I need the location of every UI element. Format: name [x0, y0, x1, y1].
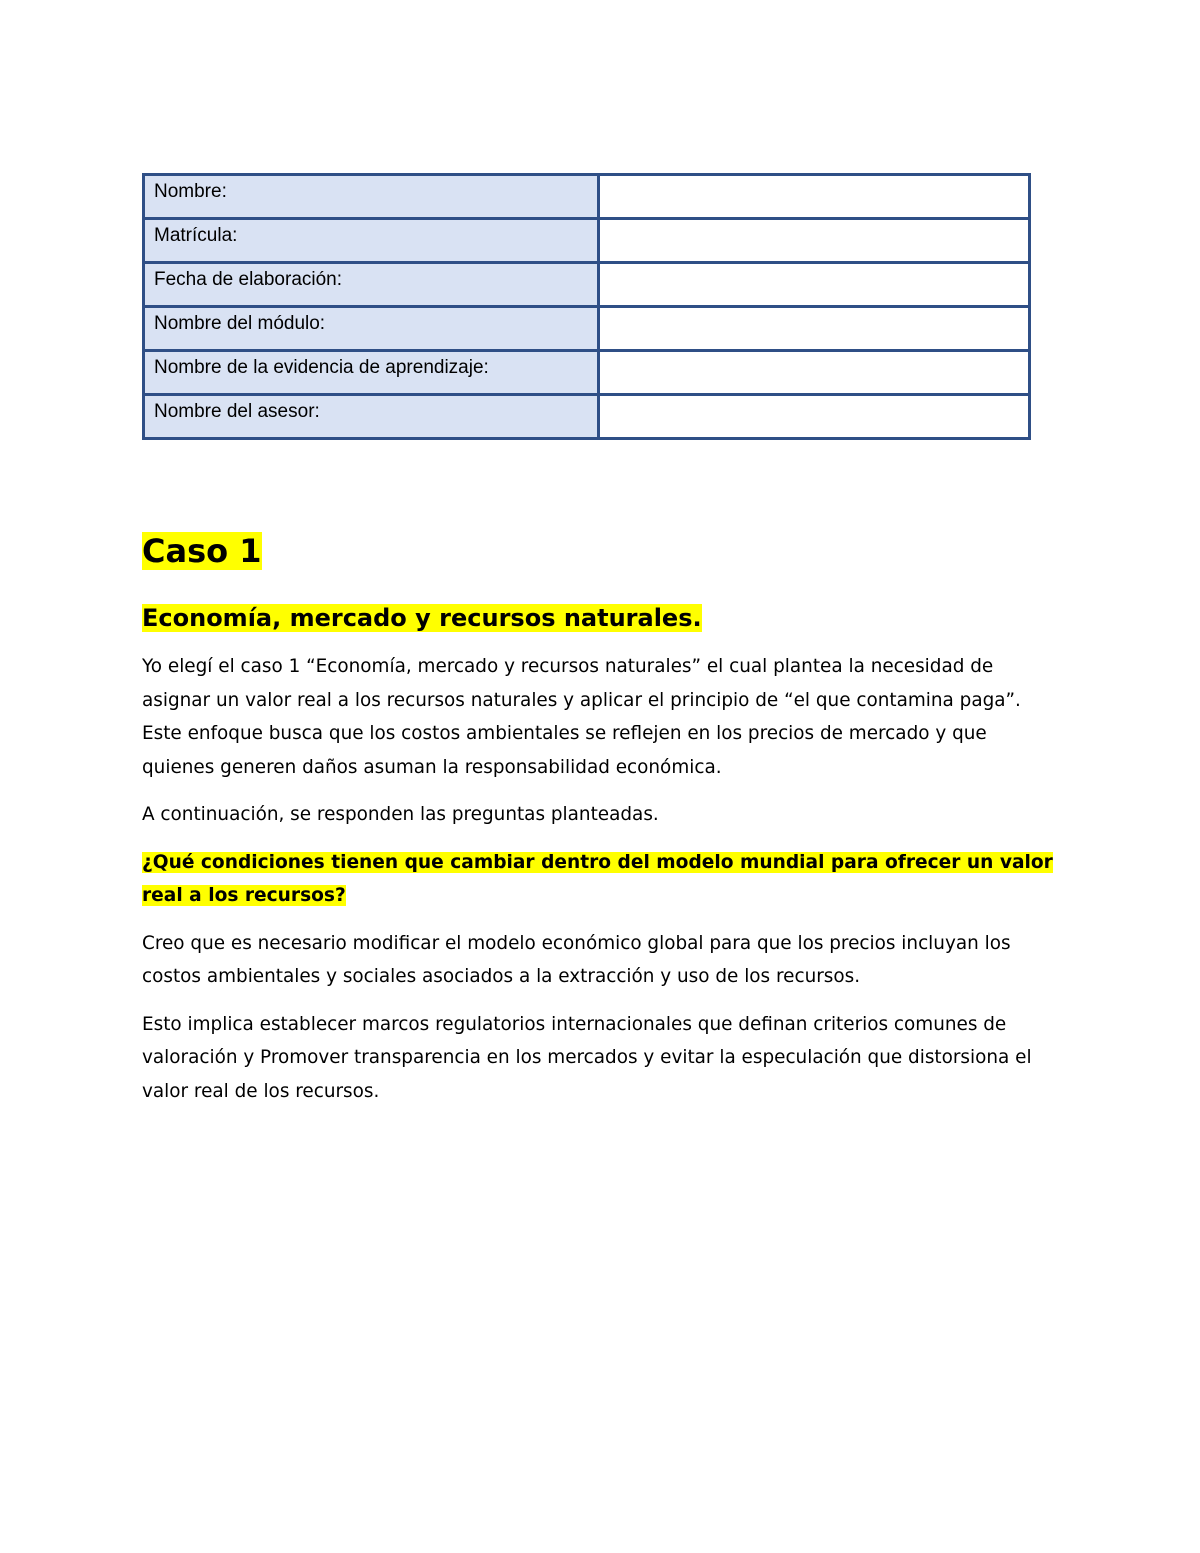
table-row — [144, 219, 1030, 263]
date-value-cell[interactable] — [599, 263, 1030, 307]
table-row — [144, 351, 1030, 395]
document-body — [142, 526, 1062, 1122]
table-row — [144, 307, 1030, 351]
intro-paragraph: Yo elegí el caso 1 “Economía, mercado y recursos naturales” el cual plantea la necesidad de asignar un valor real a los recursos naturales y aplicar el principio de “el que contamina paga”. Este enfoque busca que los costos ambientales se reflejen en los precios de mercado y que quienes generen daños asuman la responsabilidad económica. — [142, 656, 1021, 778]
name-value-cell[interactable] — [599, 175, 1030, 219]
evidence-label: Nombre de la evidencia de aprendizaje: — [144, 351, 599, 395]
case-title — [142, 526, 1062, 576]
table-row — [144, 263, 1030, 307]
enrollment-value-cell[interactable] — [599, 219, 1030, 263]
date-label: Fecha de elaboración: — [144, 263, 599, 307]
evidence-value-cell[interactable] — [599, 351, 1030, 395]
advisor-value-cell[interactable] — [599, 395, 1030, 439]
case-subtitle — [142, 600, 1062, 636]
case-subtitle-text: Economía, mercado y recursos naturales. — [142, 604, 702, 632]
advisor-label: Nombre del asesor: — [144, 395, 599, 439]
question-1 — [142, 846, 1062, 913]
table-row — [144, 395, 1030, 439]
table-row — [144, 175, 1030, 219]
transition-paragraph: A continuación, se responden las preguntas planteadas. — [142, 804, 659, 825]
name-label: Nombre: — [144, 175, 599, 219]
case-title-text: Caso 1 — [142, 532, 262, 570]
student-info-table — [142, 173, 1031, 440]
module-label: Nombre del módulo: — [144, 307, 599, 351]
enrollment-label: Matrícula: — [144, 219, 599, 263]
answer-1a-paragraph: Creo que es necesario modificar el modelo económico global para que los precios incluyan los costos ambientales y sociales asociados a la extracción y uso de los recursos. — [142, 932, 1011, 987]
question-1-text: ¿Qué condiciones tienen que cambiar dentro del modelo mundial para ofrecer un valor real a los recursos? — [142, 851, 1053, 906]
answer-1b-paragraph: Esto implica establecer marcos regulatorios internacionales que definan criterios comunes de valoración y Promover transparencia en los mercados y evitar la especulación que distorsiona el valor real de los recursos. — [142, 1013, 1032, 1102]
module-value-cell[interactable] — [599, 307, 1030, 351]
